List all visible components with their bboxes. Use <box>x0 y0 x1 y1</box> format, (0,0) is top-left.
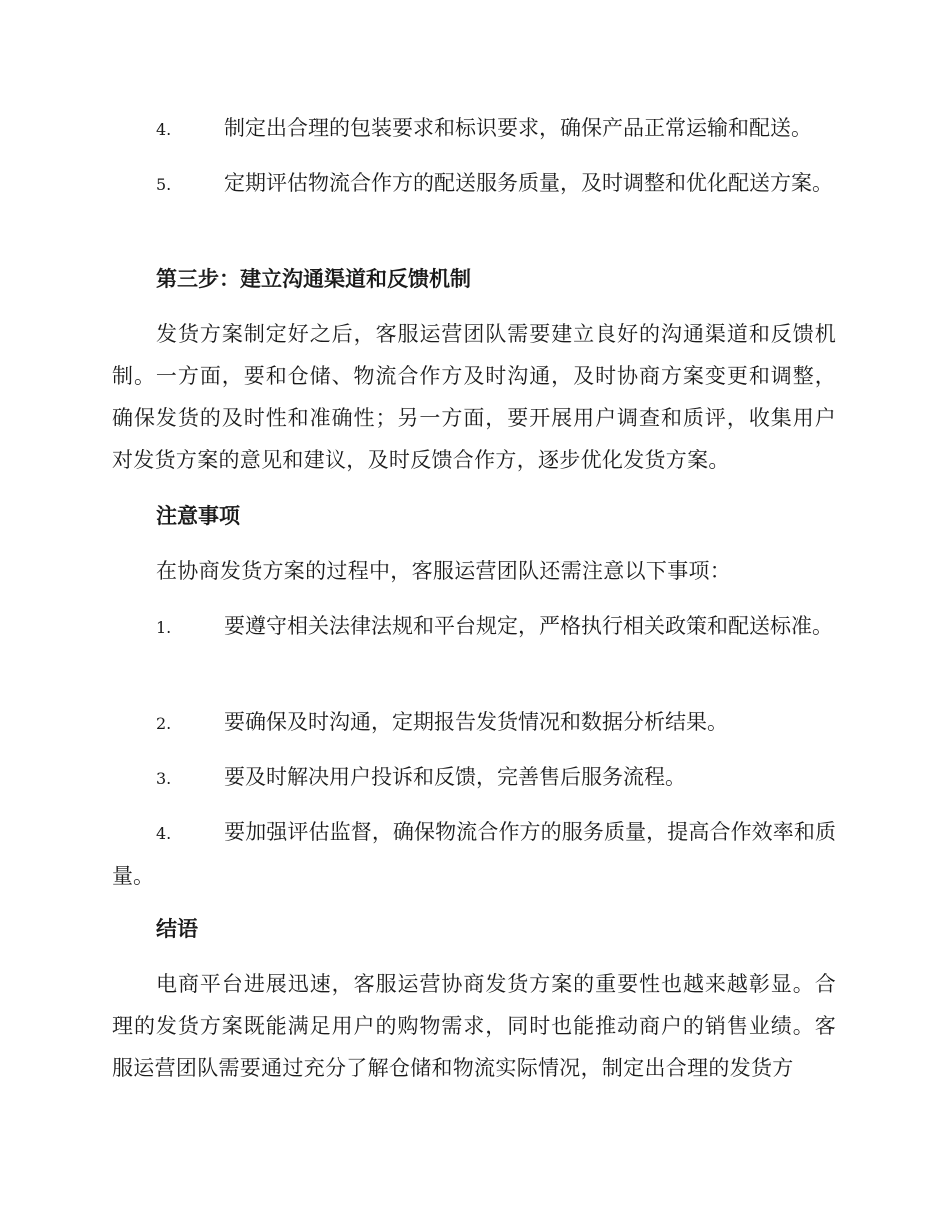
list-item <box>112 701 836 745</box>
list-number: 4. <box>156 120 172 139</box>
list-item-text: 要确保及时沟通，定期报告发货情况和数据分析结果。 <box>224 710 728 734</box>
list-item <box>112 605 836 649</box>
conclusion-heading: 结语 <box>156 916 198 941</box>
list-item-text: 制定出合理的包装要求和标识要求，确保产品正常运输和配送。 <box>224 116 812 140</box>
list-number: 2. <box>156 714 172 733</box>
list-item-text: 要加强评估监督，确保物流合作方的服务质量，提高合作效率和质量。 <box>112 820 836 888</box>
list-number: 3. <box>156 769 172 788</box>
list-item-text: 要及时解决用户投诉和反馈，完善售后服务流程。 <box>224 765 686 789</box>
list-item <box>112 756 836 800</box>
list-item <box>112 162 836 206</box>
list-number: 4. <box>156 824 172 843</box>
list-item <box>112 811 836 897</box>
list-item-text: 要遵守相关法律法规和平台规定，严格执行相关政策和配送标准。 <box>224 614 833 638</box>
notes-intro: 在协商发货方案的过程中，客服运营团队还需注意以下事项： <box>156 559 732 583</box>
section-heading: 第三步：建立沟通渠道和反馈机制 <box>156 266 471 291</box>
conclusion-paragraph: 电商平台进展迅速，客服运营协商发货方案的重要性也越来越彰显。合理的发货方案既能满足用户的购物需求，同时也能推动商户的销售业绩。客服运营团队需要通过充分了解仓储和物流实际情况，制定出合理的发货方 <box>112 972 836 1080</box>
notes-heading: 注意事项 <box>156 503 240 528</box>
section-paragraph: 发货方案制定好之后，客服运营团队需要建立良好的沟通渠道和反馈机制。一方面，要和仓储、物流合作方及时沟通，及时协商方案变更和调整，确保发货的及时性和准确性；另一方面，要开展用户调查和质评，收集用户对发货方案的意见和建议，及时反馈合作方，逐步优化发货方案。 <box>112 322 836 472</box>
list-item <box>112 107 836 151</box>
list-number: 5. <box>156 175 172 194</box>
list-item-text: 定期评估物流合作方的配送服务质量，及时调整和优化配送方案。 <box>224 171 833 195</box>
list-number: 1. <box>156 618 172 637</box>
